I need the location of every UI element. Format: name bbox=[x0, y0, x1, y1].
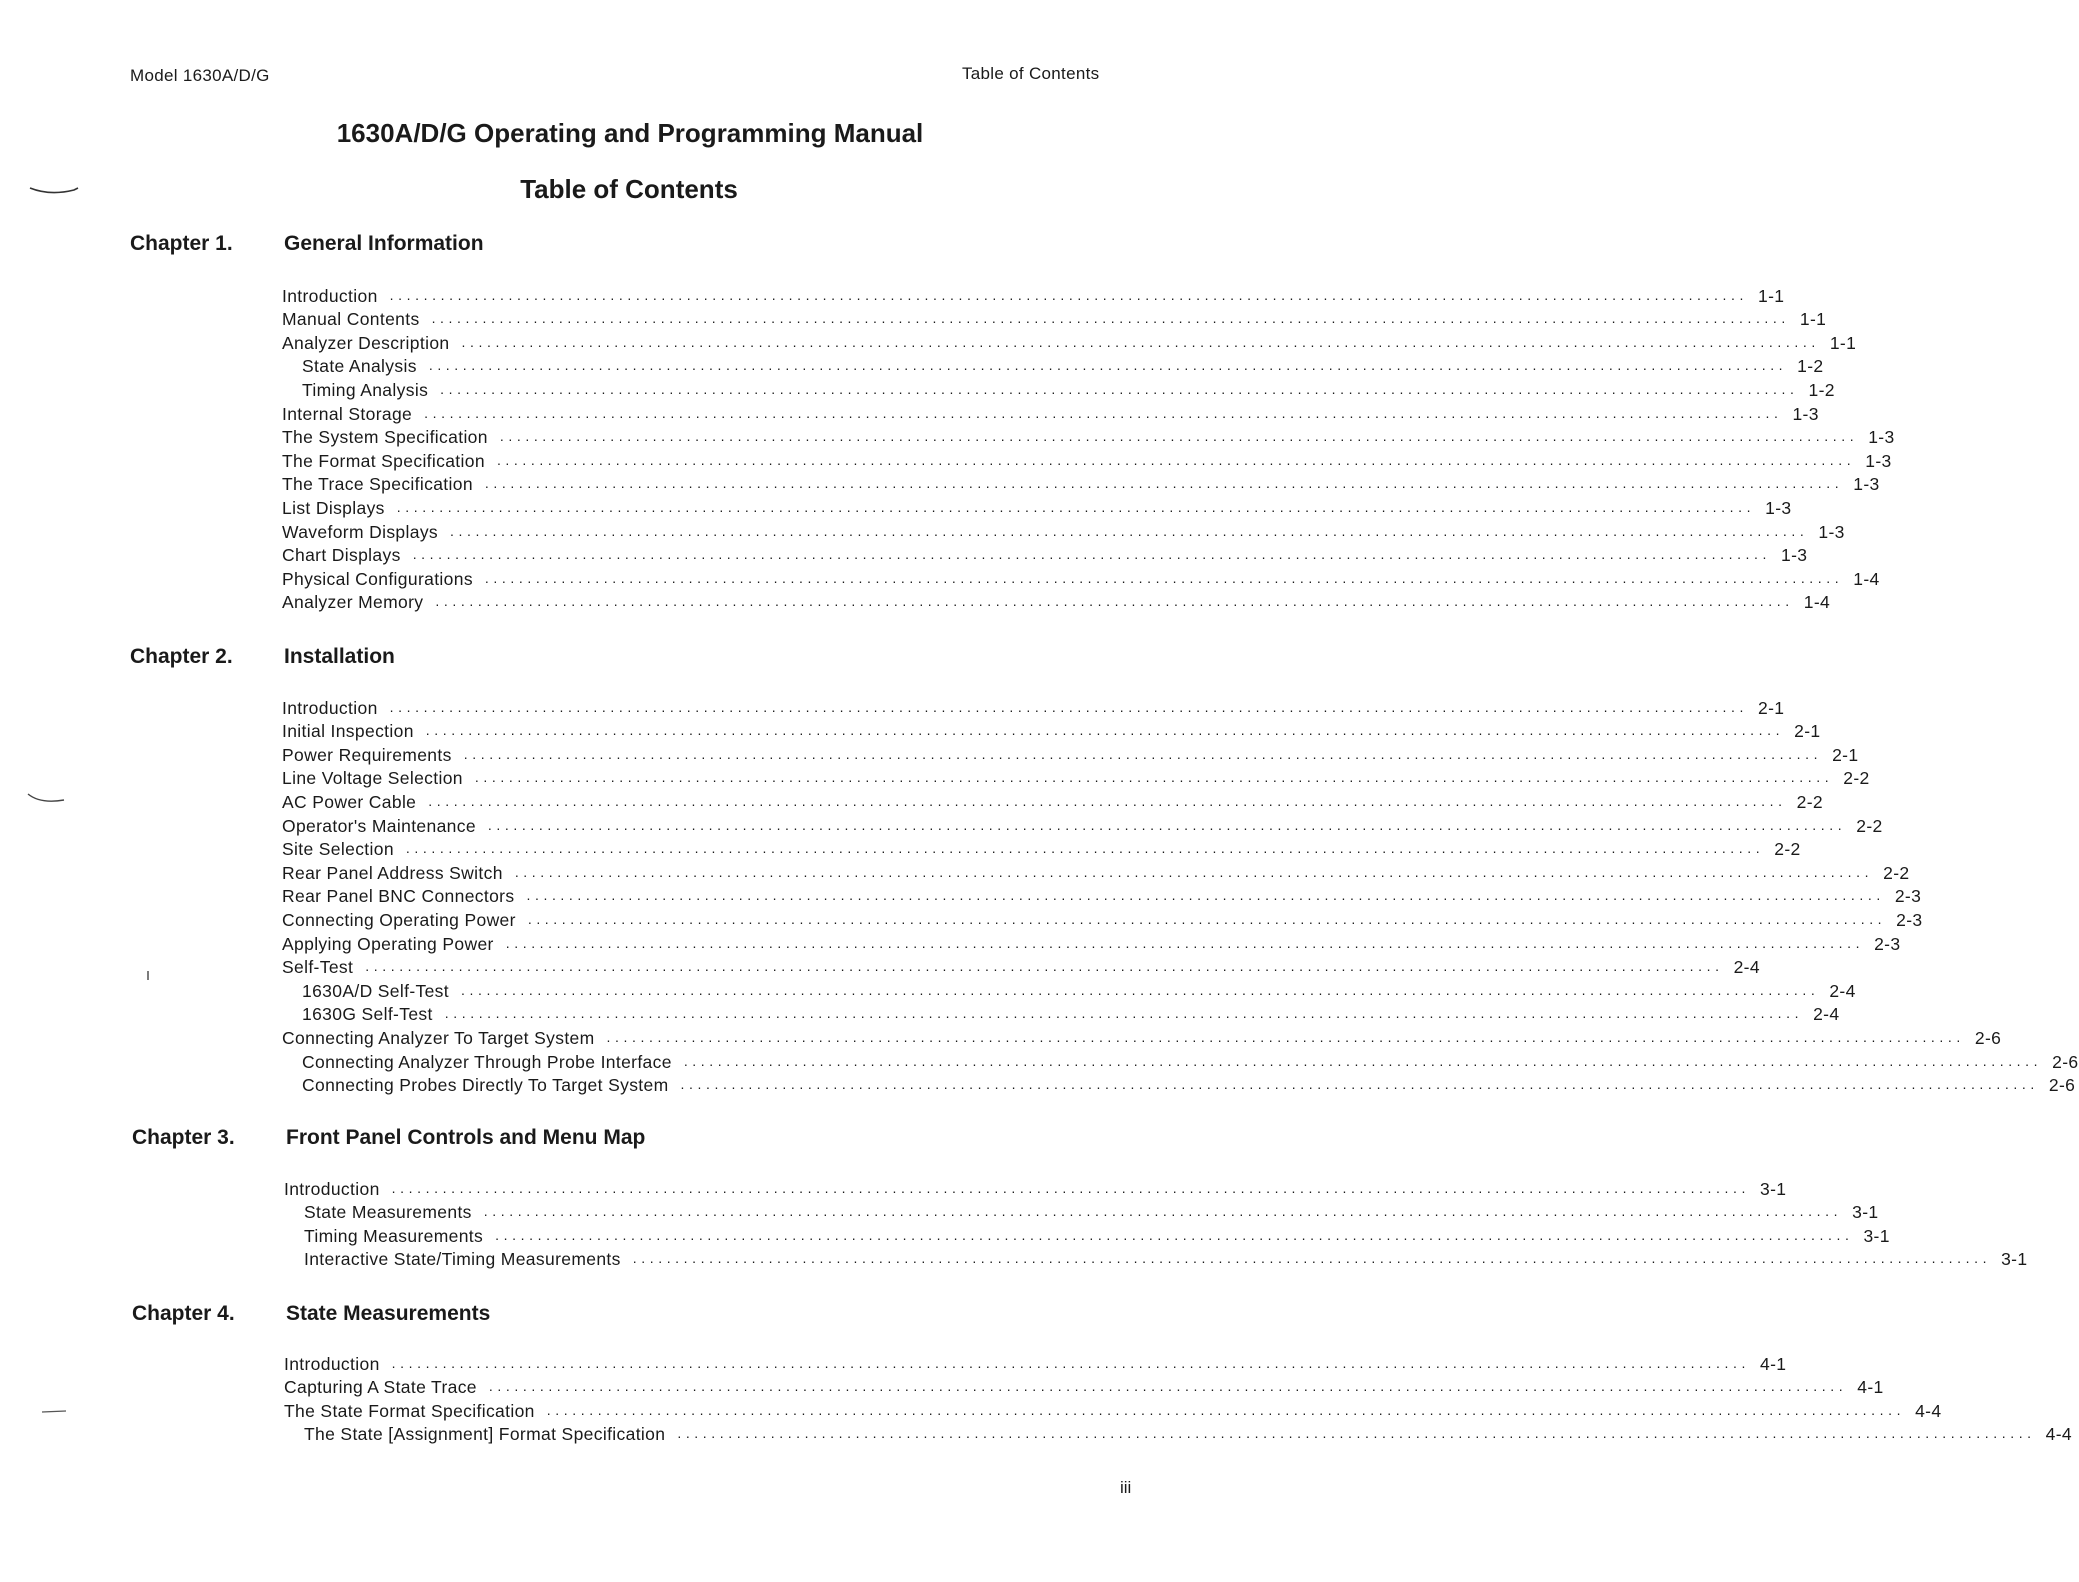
scan-mark-icon bbox=[26, 790, 70, 810]
toc-entry-page: 2-1 bbox=[1832, 744, 1859, 765]
running-header-model: Model 1630A/D/G bbox=[130, 66, 270, 85]
dot-leader: ................................................................................................................................................................ bbox=[391, 1354, 1750, 1371]
dot-leader: ................................................................................................................................................................ bbox=[683, 1052, 2043, 1069]
toc-entry-title: Analyzer Memory bbox=[282, 592, 424, 613]
toc-entry-page: 2-1 bbox=[1758, 697, 1785, 718]
dot-leader: ................................................................................................................................................................ bbox=[488, 1378, 1848, 1395]
chapter-title: General Information bbox=[284, 232, 484, 255]
toc-entry[interactable] bbox=[282, 860, 1910, 884]
dot-leader: ................................................................................................................................................................ bbox=[632, 1250, 1992, 1267]
page-number: iii bbox=[1120, 1478, 1132, 1497]
toc-entry-title: The State Format Specification bbox=[284, 1400, 535, 1421]
toc-entry[interactable] bbox=[282, 955, 1760, 979]
dot-leader: ................................................................................................................................................................ bbox=[412, 546, 1772, 563]
toc-entry-title: Line Voltage Selection bbox=[282, 768, 463, 789]
toc-entry[interactable] bbox=[282, 472, 1880, 496]
toc-entry-title: Introduction bbox=[284, 1353, 380, 1374]
chapter-label: Chapter 1. bbox=[130, 232, 233, 255]
dot-leader: ................................................................................................................................................................ bbox=[496, 451, 1856, 468]
toc-entry-page: 2-2 bbox=[1843, 768, 1870, 789]
dot-leader: ................................................................................................................................................................ bbox=[389, 286, 1748, 303]
toc-entry-page: 2-3 bbox=[1894, 886, 1922, 907]
toc-entry[interactable] bbox=[282, 742, 1859, 766]
toc-entry[interactable] bbox=[284, 1223, 1890, 1247]
toc-entry-title: State Analysis bbox=[302, 356, 417, 377]
dot-leader: ................................................................................................................................................................ bbox=[396, 498, 1756, 515]
toc-entry[interactable] bbox=[284, 1176, 1787, 1200]
toc-entry-title: Self-Test bbox=[282, 957, 354, 978]
toc-entry-page: 1-3 bbox=[1765, 497, 1792, 518]
chapter-title: Front Panel Controls and Menu Map bbox=[286, 1126, 646, 1149]
toc-entry[interactable] bbox=[282, 401, 1819, 425]
toc-entry-page: 2-1 bbox=[1794, 721, 1821, 742]
toc-entry-title: Chart Displays bbox=[282, 545, 401, 566]
toc-entry-title: Introduction bbox=[282, 285, 378, 306]
dot-leader: ................................................................................................................................................................ bbox=[424, 404, 1783, 421]
toc-entry[interactable] bbox=[282, 307, 1827, 331]
toc-entry-title: Connecting Operating Power bbox=[282, 909, 516, 930]
toc-entry-page: 4-1 bbox=[1857, 1377, 1884, 1398]
toc-entry-title: Operator's Maintenance bbox=[282, 815, 476, 836]
toc-entry[interactable] bbox=[282, 813, 1883, 837]
dot-leader: ................................................................................................................................................................ bbox=[495, 1226, 1854, 1243]
toc-entry-title: Capturing A State Trace bbox=[284, 1377, 477, 1398]
toc-entry-title: Connecting Analyzer Through Probe Interface bbox=[302, 1051, 672, 1072]
toc-entry[interactable] bbox=[282, 931, 1901, 955]
toc-entry[interactable] bbox=[282, 495, 1792, 519]
toc-entry[interactable] bbox=[284, 1422, 2073, 1446]
toc-entry-title: Applying Operating Power bbox=[282, 933, 494, 954]
toc-entry-title: Waveform Displays bbox=[282, 521, 439, 542]
toc-entry[interactable] bbox=[284, 1398, 1942, 1422]
dot-leader: ................................................................................................................................................................ bbox=[425, 722, 1785, 739]
toc-entry-title: Internal Storage bbox=[282, 403, 413, 424]
toc-entry-title: Initial Inspection bbox=[282, 721, 414, 742]
toc-entry-page: 2-4 bbox=[1829, 980, 1856, 1001]
dot-leader: ................................................................................................................................................................ bbox=[461, 333, 1820, 350]
toc-entry-title: Manual Contents bbox=[282, 309, 420, 330]
toc-entry-page: 2-6 bbox=[1974, 1027, 2002, 1048]
toc-entry-page: 2-3 bbox=[1874, 933, 1901, 954]
toc-entry-title: The Trace Specification bbox=[282, 474, 473, 495]
toc-entry-page: 1-3 bbox=[1865, 450, 1892, 471]
toc-entry-page: 2-2 bbox=[1856, 815, 1883, 836]
toc-entry[interactable] bbox=[282, 837, 1801, 861]
dot-leader: ................................................................................................................................................................ bbox=[487, 816, 1847, 833]
toc-entry-title: The Format Specification bbox=[282, 450, 485, 471]
toc-entry-page: 1-3 bbox=[1853, 474, 1880, 495]
toc-entry-page: 1-1 bbox=[1799, 309, 1827, 330]
toc-entry-page: 2-4 bbox=[1733, 957, 1760, 978]
chapter-label: Chapter 4. bbox=[132, 1302, 235, 1325]
dot-leader: ................................................................................................................................................................ bbox=[680, 1076, 2039, 1093]
toc-entry-title: List Displays bbox=[282, 497, 385, 518]
toc-entry[interactable] bbox=[282, 566, 1880, 590]
scan-mark-icon bbox=[28, 180, 80, 200]
chapter-3-entries bbox=[284, 1176, 2028, 1270]
toc-entry[interactable] bbox=[282, 377, 1835, 401]
dot-leader: ................................................................................................................................................................ bbox=[499, 428, 1859, 445]
dot-leader: ................................................................................................................................................................ bbox=[365, 958, 1724, 975]
dot-leader: ................................................................................................................................................................ bbox=[484, 475, 1844, 492]
toc-entry-page: 3-1 bbox=[1863, 1225, 1890, 1246]
dot-leader: ................................................................................................................................................................ bbox=[677, 1425, 2036, 1442]
toc-entry-title: Connecting Analyzer To Target System bbox=[282, 1027, 595, 1048]
toc-entry-page: 3-1 bbox=[2001, 1249, 2028, 1270]
toc-entry-title: Timing Measurements bbox=[304, 1225, 484, 1246]
toc-entry-page: 2-6 bbox=[2052, 1051, 2079, 1072]
dot-leader: ................................................................................................................................................................ bbox=[461, 981, 1820, 998]
dot-leader: ................................................................................................................................................................ bbox=[440, 380, 1799, 397]
toc-heading: Table of Contents bbox=[520, 174, 738, 204]
toc-entry[interactable] bbox=[282, 283, 1785, 307]
toc-entry-page: 3-1 bbox=[1852, 1202, 1879, 1223]
dot-leader: ................................................................................................................................................................ bbox=[546, 1401, 1906, 1418]
document-title: 1630A/D/G Operating and Programming Manual bbox=[336, 118, 924, 148]
toc-entry[interactable] bbox=[282, 1002, 1840, 1026]
toc-entry[interactable] bbox=[282, 330, 1857, 354]
toc-entry-title: Introduction bbox=[284, 1178, 380, 1199]
dot-leader: ................................................................................................................................................................ bbox=[606, 1028, 1965, 1045]
toc-entry-page: 1-4 bbox=[1803, 592, 1831, 613]
dot-leader: ................................................................................................................................................................ bbox=[428, 357, 1788, 374]
toc-entry-page: 4-4 bbox=[2045, 1424, 2073, 1445]
toc-entry-title: Site Selection bbox=[282, 839, 394, 860]
dot-leader: ................................................................................................................................................................ bbox=[484, 569, 1844, 586]
dot-leader: ................................................................................................................................................................ bbox=[463, 745, 1823, 762]
dot-leader: ................................................................................................................................................................ bbox=[391, 1179, 1750, 1196]
toc-entry-title: State Measurements bbox=[304, 1202, 472, 1223]
dot-leader: ................................................................................................................................................................ bbox=[444, 1005, 1804, 1022]
toc-entry[interactable] bbox=[282, 1049, 2079, 1073]
toc-entry-page: 2-4 bbox=[1813, 1004, 1840, 1025]
toc-entry-page: 4-1 bbox=[1760, 1353, 1787, 1374]
scan-mark-icon bbox=[40, 1406, 70, 1416]
toc-entry-page: 1-3 bbox=[1781, 545, 1808, 566]
chapter-4-entries bbox=[284, 1351, 2073, 1445]
toc-entry-title: Connecting Probes Directly To Target System bbox=[302, 1075, 669, 1096]
toc-entry[interactable] bbox=[282, 907, 1923, 931]
toc-entry-title: Analyzer Description bbox=[282, 332, 450, 353]
toc-entry[interactable] bbox=[282, 1073, 2076, 1097]
chapter-1-entries bbox=[282, 283, 1895, 613]
chapter-title: State Measurements bbox=[286, 1302, 491, 1325]
dot-leader: ................................................................................................................................................................ bbox=[474, 769, 1834, 786]
dot-leader: ................................................................................................................................................................ bbox=[483, 1203, 1843, 1220]
toc-entry-title: Rear Panel BNC Connectors bbox=[282, 886, 515, 907]
chapter-2-entries bbox=[282, 695, 2079, 1096]
toc-entry[interactable] bbox=[282, 766, 1870, 790]
toc-entry[interactable] bbox=[282, 425, 1895, 449]
toc-entry-title: Timing Analysis bbox=[302, 379, 429, 400]
toc-entry[interactable] bbox=[282, 695, 1785, 719]
toc-entry-page: 2-2 bbox=[1796, 791, 1823, 812]
toc-entry-page: 1-3 bbox=[1792, 403, 1819, 424]
toc-entry[interactable] bbox=[284, 1200, 1879, 1224]
toc-entry[interactable] bbox=[282, 448, 1892, 472]
toc-entry-title: Introduction bbox=[282, 697, 378, 718]
toc-entry-title: Interactive State/Timing Measurements bbox=[304, 1249, 621, 1270]
scan-mark-icon bbox=[145, 970, 151, 982]
dot-leader: ................................................................................................................................................................ bbox=[514, 863, 1874, 880]
toc-entry-page: 2-3 bbox=[1896, 909, 1923, 930]
toc-entry-page: 1-2 bbox=[1808, 379, 1835, 400]
toc-entry[interactable] bbox=[282, 519, 1845, 543]
toc-entry[interactable] bbox=[282, 354, 1824, 378]
toc-entry-page: 1-4 bbox=[1853, 568, 1880, 589]
toc-entry-page: 1-1 bbox=[1758, 285, 1785, 306]
toc-entry[interactable] bbox=[284, 1247, 2028, 1271]
toc-entry[interactable] bbox=[284, 1375, 1884, 1399]
toc-entry-title: 1630A/D Self-Test bbox=[302, 980, 449, 1001]
toc-entry-page: 1-1 bbox=[1829, 332, 1857, 353]
toc-entry[interactable] bbox=[282, 884, 1922, 908]
running-header-section: Table of Contents bbox=[962, 64, 1100, 83]
toc-entry[interactable] bbox=[282, 543, 1808, 567]
toc-entry[interactable] bbox=[284, 1351, 1787, 1375]
toc-entry-page: 1-2 bbox=[1797, 356, 1824, 377]
toc-entry-title: AC Power Cable bbox=[282, 791, 417, 812]
toc-entry[interactable] bbox=[282, 1025, 2002, 1049]
toc-entry[interactable] bbox=[282, 978, 1856, 1002]
toc-entry-page: 2-6 bbox=[2048, 1075, 2076, 1096]
toc-entry[interactable] bbox=[282, 590, 1831, 614]
toc-entry-title: Rear Panel Address Switch bbox=[282, 862, 503, 883]
toc-entry-page: 3-1 bbox=[1760, 1178, 1787, 1199]
toc-entry-page: 1-3 bbox=[1818, 521, 1845, 542]
dot-leader: ................................................................................................................................................................ bbox=[428, 792, 1787, 809]
toc-entry-title: 1630G Self-Test bbox=[302, 1004, 433, 1025]
toc-entry-title: Power Requirements bbox=[282, 744, 452, 765]
dot-leader: ................................................................................................................................................................ bbox=[505, 934, 1865, 951]
toc-entry-page: 1-3 bbox=[1868, 427, 1895, 448]
toc-entry-page: 2-2 bbox=[1774, 839, 1801, 860]
dot-leader: ................................................................................................................................................................ bbox=[389, 698, 1748, 715]
toc-entry-page: 4-4 bbox=[1915, 1400, 1942, 1421]
dot-leader: ................................................................................................................................................................ bbox=[527, 910, 1887, 927]
dot-leader: ................................................................................................................................................................ bbox=[435, 593, 1794, 610]
chapter-label: Chapter 2. bbox=[130, 645, 233, 668]
toc-entry-title: Physical Configurations bbox=[282, 568, 473, 589]
dot-leader: ................................................................................................................................................................ bbox=[526, 887, 1885, 904]
toc-entry-title: The System Specification bbox=[282, 427, 488, 448]
toc-entry-title: The State [Assignment] Format Specification bbox=[304, 1424, 666, 1445]
dot-leader: ................................................................................................................................................................ bbox=[405, 840, 1765, 857]
chapter-label: Chapter 3. bbox=[132, 1126, 235, 1149]
toc-entry[interactable] bbox=[282, 789, 1823, 813]
toc-entry[interactable] bbox=[282, 719, 1821, 743]
chapter-title: Installation bbox=[284, 645, 395, 668]
dot-leader: ................................................................................................................................................................ bbox=[450, 522, 1809, 539]
toc-entry-page: 2-2 bbox=[1883, 862, 1910, 883]
dot-leader: ................................................................................................................................................................ bbox=[431, 310, 1790, 327]
